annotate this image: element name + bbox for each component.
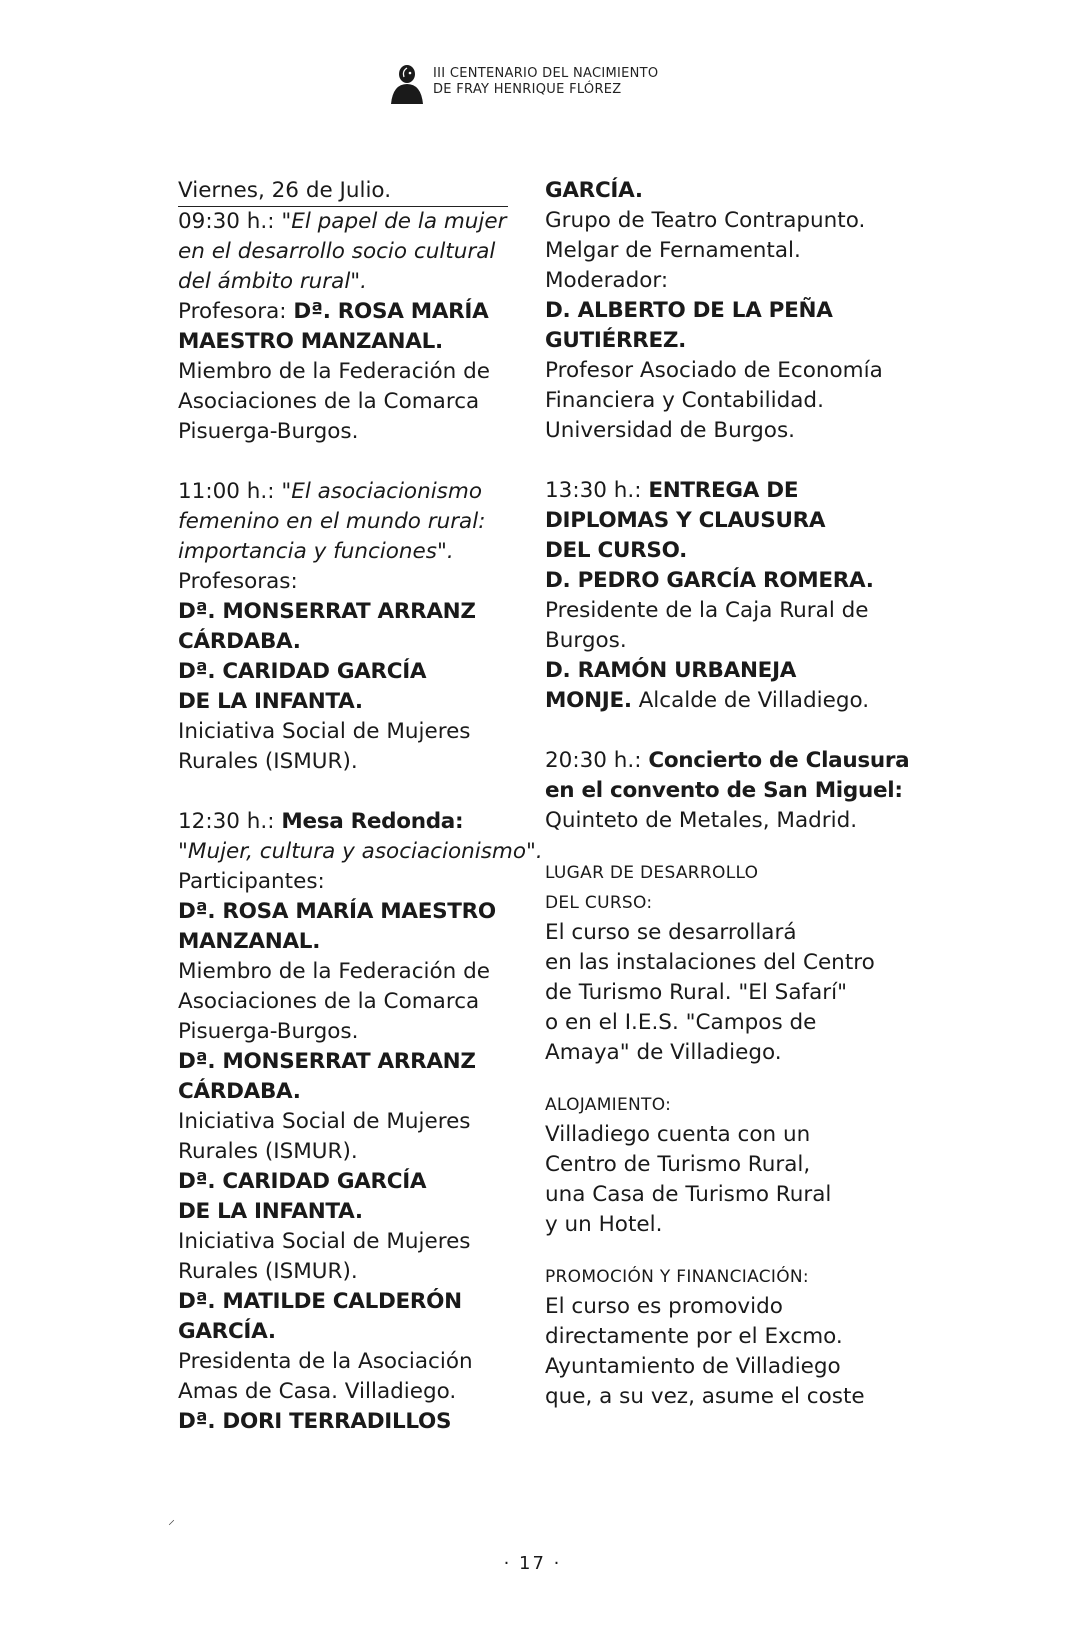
section-text: que, a su vez, asume el coste [545, 1384, 865, 1409]
session-time: 11:00 h.: "El asociacionismo [178, 479, 482, 504]
speaker-name: D. PEDRO GARCÍA ROMERA. [545, 568, 874, 593]
right-column [545, 176, 910, 1412]
date-heading: Viernes, 26 de Julio. [178, 176, 518, 207]
section-heading: LUGAR DE DESARROLLO [545, 863, 759, 883]
speaker-desc: Rurales (ISMUR). [178, 1259, 358, 1284]
speaker-desc: Melgar de Fernamental. [545, 238, 801, 263]
speaker-name: Dª. CARIDAD GARCÍA [178, 659, 427, 684]
session-title: en el convento de San Miguel: [545, 778, 903, 803]
speaker-desc: Grupo de Teatro Contrapunto. [545, 208, 866, 233]
section-text: Ayuntamiento de Villadiego [545, 1354, 841, 1379]
speaker-name: Dª. ROSA MARÍA MAESTRO [178, 899, 496, 924]
speaker-desc: Pisuerga-Burgos. [178, 419, 359, 444]
speaker-desc: Profesor Asociado de Economía [545, 358, 883, 383]
speaker-name: D. RAMÓN URBANEJA [545, 658, 797, 683]
session-title: en el desarrollo socio cultural [178, 239, 496, 264]
session-time: 20:30 h.: Concierto de Clausura [545, 748, 910, 773]
speaker-desc: Iniciativa Social de Mujeres [178, 1229, 471, 1254]
section-text: Amaya" de Villadiego. [545, 1040, 782, 1065]
session-title: importancia y funciones". [178, 539, 454, 564]
portrait-bust-icon [383, 60, 427, 104]
speaker-name: CÁRDABA. [178, 1079, 301, 1104]
section-heading: ALOJAMIENTO: [545, 1095, 672, 1115]
session-title: del ámbito rural". [178, 269, 368, 294]
speaker-desc: Iniciativa Social de Mujeres [178, 719, 471, 744]
session-time: 09:30 h.: "El papel de la mujer [178, 209, 507, 234]
speaker-role: Profesora: Dª. ROSA MARÍA [178, 299, 489, 324]
speaker-desc: Miembro de la Federación de [178, 959, 490, 984]
left-column [178, 176, 543, 1437]
speaker-desc: Iniciativa Social de Mujeres [178, 1109, 471, 1134]
speaker-name: CÁRDABA. [178, 629, 301, 654]
speaker-name: Dª. MONSERRAT ARRANZ [178, 1049, 476, 1074]
speaker-desc: Rurales (ISMUR). [178, 1139, 358, 1164]
moderator-label: Moderador: [545, 268, 669, 293]
speaker-name: Dª. MATILDE CALDERÓN [178, 1289, 462, 1314]
session-title: "Mujer, cultura y asociacionismo". [178, 839, 543, 864]
section-text: en las instalaciones del Centro [545, 950, 875, 975]
header-title [433, 66, 658, 98]
speaker-desc: Miembro de la Federación de [178, 359, 490, 384]
speaker-name: DE LA INFANTA. [178, 1199, 363, 1224]
speaker-name: MAESTRO MANZANAL. [178, 329, 443, 354]
section-text: directamente por el Excmo. [545, 1324, 843, 1349]
speaker-name: GUTIÉRREZ. [545, 328, 687, 353]
section-heading: DEL CURSO: [545, 893, 653, 913]
section-text: Villadiego cuenta con un [545, 1122, 811, 1147]
speaker-name: GARCÍA. [178, 1319, 276, 1344]
session-desc: Quinteto de Metales, Madrid. [545, 808, 858, 833]
speaker-desc: Amas de Casa. Villadiego. [178, 1379, 457, 1404]
page-number: · 17 · [503, 1553, 562, 1574]
section-text: de Turismo Rural. "El Safarí" [545, 980, 847, 1005]
session-title: femenino en el mundo rural: [178, 509, 486, 534]
speaker-role: Participantes: [178, 869, 325, 894]
speaker-desc: Pisuerga-Burgos. [178, 1019, 359, 1044]
section-text: El curso es promovido [545, 1294, 783, 1319]
speaker-desc: Presidenta de la Asociación [178, 1349, 473, 1374]
speaker-name: GARCÍA. [545, 178, 643, 203]
session-time: 12:30 h.: Mesa Redonda: [178, 809, 464, 834]
session-title: DEL CURSO. [545, 538, 687, 563]
speaker-desc: Asociaciones de la Comarca [178, 389, 480, 414]
speaker-name: DE LA INFANTA. [178, 689, 363, 714]
speaker-name: D. ALBERTO DE LA PEÑA [545, 298, 833, 323]
speaker-name: MONJE. Alcalde de Villadiego. [545, 688, 870, 713]
speaker-desc: Asociaciones de la Comarca [178, 989, 480, 1014]
section-text: y un Hotel. [545, 1212, 663, 1237]
section-text: El curso se desarrollará [545, 920, 797, 945]
page-header [383, 60, 658, 104]
speaker-desc: Rurales (ISMUR). [178, 749, 358, 774]
speaker-name: Dª. CARIDAD GARCÍA [178, 1169, 427, 1194]
header-line-2: DE FRAY HENRIQUE FLÓREZ [433, 82, 622, 97]
header-line-1: III CENTENARIO DEL NACIMIENTO [433, 66, 659, 81]
section-heading: PROMOCIÓN Y FINANCIACIÓN: [545, 1267, 809, 1287]
speaker-name: Dª. DORI TERRADILLOS [178, 1409, 452, 1434]
speaker-desc: Financiera y Contabilidad. [545, 388, 824, 413]
speaker-role: Profesoras: [178, 569, 298, 594]
speaker-desc: Burgos. [545, 628, 627, 653]
section-text: o en el I.E.S. "Campos de [545, 1010, 817, 1035]
section-text: Centro de Turismo Rural, [545, 1152, 811, 1177]
section-text: una Casa de Turismo Rural [545, 1182, 832, 1207]
session-time: 13:30 h.: ENTREGA DE [545, 478, 799, 503]
speaker-desc: Presidente de la Caja Rural de [545, 598, 869, 623]
speaker-name: MANZANAL. [178, 929, 321, 954]
speaker-desc: Universidad de Burgos. [545, 418, 795, 443]
session-title: DIPLOMAS Y CLAUSURA [545, 508, 826, 533]
speaker-name: Dª. MONSERRAT ARRANZ [178, 599, 476, 624]
scan-speck: ⸝ [168, 1512, 175, 1528]
